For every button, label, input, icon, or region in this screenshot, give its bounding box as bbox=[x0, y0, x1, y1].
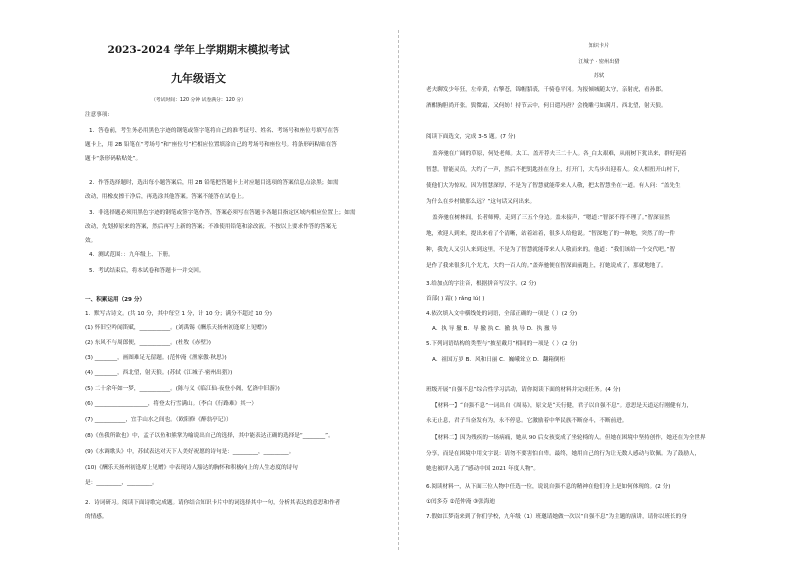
exam-subject: 九年级语文 bbox=[171, 72, 226, 85]
question-item: 是：_________，_________。 bbox=[85, 480, 158, 486]
column-divider bbox=[398, 30, 399, 550]
poem-line: 老夫聊发少年狂，左牵黄，右擎苍，锦帽貂裘，千骑卷平冈。为报倾城随太守，亲射虎，看孙郎。 bbox=[426, 87, 667, 93]
task-intro: 班级开展“自强不息”综合性学习活动，请你阅读下面的材料并完成任务。(4 分) bbox=[426, 387, 621, 393]
notice-line: 2．作答选择题时，选出每小题答案后，用 2B 铅笔把答题卡上对应题目选项的答案信息点涂黑；如需 bbox=[89, 180, 339, 186]
passage-line: 种，我先人又引人来到这里，不是为了智慧就能带来人人敬而来的。他道：“我们该给一个交代吧。”智 bbox=[426, 247, 676, 253]
passage-line: 是作了我来很多几个尤尤，大约一百人的。”盖奔驰便在智深面前跑上，打她说成了，那就地地了。 bbox=[426, 263, 667, 269]
poem-title: 江城子 · 密州出猎 bbox=[578, 59, 620, 65]
notice-line: 5．考试结束后，将本试卷和答题卡一并交回。 bbox=[89, 268, 205, 274]
poem-line: 酒酣胸胆尚开张。鬓微霜，又何妨！持节云中，何日遣冯唐？会挽雕弓如满月，西北望，射天狼。 bbox=[426, 103, 667, 109]
notice-line: 3．非选择题必须用黑色字迹的钢笔或签字笔作答，答案必须写在答题卡各题目指定区域内相应位置上；如需 bbox=[89, 210, 356, 216]
question-item: (1) 怀旧空吟闻笛赋，___________。(刘禹锡《酬乐天扬州初逢席上见赠》) bbox=[85, 325, 267, 331]
question-4: 4.依次填入文中横线处的词语，全部正确的一项是（ ）(2 分) bbox=[426, 311, 578, 317]
notice-heading: 注意事项: bbox=[85, 112, 110, 118]
notice-line: 改动，先划掉原来的答案，然后再写上新的答案；不准使用铅笔和涂改液。不按以上要求作答的答案无 bbox=[85, 224, 337, 230]
passage-line: 为什么在乡村做那么远？”这句话又问出来。 bbox=[426, 199, 536, 205]
reading-intro: 阅读下面选文，完成 3-5 题。(7 分) bbox=[426, 134, 516, 140]
passage-line: 盖奔驰在树林间，长者师傅，走到了三五个身边。盖未接声，“嗯道：”智深不得不理了。”智深显然 bbox=[432, 215, 670, 221]
exam-title: 2023-2024 学年上学期期末模拟考试 bbox=[107, 44, 290, 56]
notice-line: 4．测试范围：：九年级上、下册。 bbox=[89, 252, 174, 258]
question-item: (6) ___________________，将登太行雪满山。（李白《行路难》其一） bbox=[85, 401, 257, 407]
question-5-options: A．祖国万岁 B．风和日丽 C．巍峨耸立 D．翻箱倒柜 bbox=[432, 357, 566, 363]
exam-meta: （考试时间：120 分钟 试卷满分：120 分） bbox=[151, 98, 246, 103]
section-heading: 一、积累运用（29 分） bbox=[85, 297, 146, 303]
notice-line: 1．答卷前，考生务必用黑色字迹的钢笔或签字笔将自己的准考证号、姓名、考场号和座位号填写在答 bbox=[89, 128, 339, 134]
material-line: 分享，而是在困境中用文字说：请勿不要害怕自卑。最终，她用自己的行为让无数人感动与钦佩。为了鼓励人， bbox=[426, 451, 701, 457]
poem-author: 苏轼 bbox=[593, 73, 605, 79]
question-item: (4) ________，西北望，射天狼。(苏轼《江城子·密州出猎》) bbox=[85, 370, 233, 376]
notice-line: 改动，用橡皮擦干净后，再选涂其他答案。答案不能答在试卷上。 bbox=[85, 194, 248, 200]
notice-line: 效。 bbox=[85, 238, 97, 244]
question-item: (7) ___________，宜手山水之间也。（欧阳修《醉翁亭记》） bbox=[85, 417, 232, 423]
question-3-blanks: 首部( ) 霜( ) rǎng lú( ) bbox=[426, 296, 485, 302]
question-item: (5) 二十余年如一梦，___________。(陈与义《临江仙·夜登小阁，忆洛中旧游》) bbox=[85, 386, 280, 392]
question-item: (9)《水调歌头》中，苏轼表达对天下人美好祝愿的诗句是：_________，_________。 bbox=[85, 449, 295, 455]
question-item: (3) ________，画图难足无留题。(范仲淹《渔家傲·秋思》) bbox=[85, 355, 227, 361]
notice-line: 题卡上，用 2B 铅笔在“考场号”和“座位号”栏相应位置填涂自己的考场号和座位号。将条形码粘贴在答 bbox=[85, 142, 337, 148]
question-5: 5.下列词语结构的类型与“披星戴月”相同的一项是（ ）(2 分) bbox=[426, 341, 578, 347]
question-4-options: A．执 导 撤 B．导 撤 执 C．撤 执 导 D．执 撤 导 bbox=[432, 326, 557, 332]
question-3: 3.给加点的字注音，根据拼音写汉字。(2 分) bbox=[426, 281, 537, 287]
question-item: (2) 东风不与周郎便，___________。(杜牧《赤壁》) bbox=[85, 340, 211, 346]
question-6: 6.阅读材料一，从下面三位人物中任选一位，说说自强不息的精神在他们身上是如何体现的。(2 分) bbox=[426, 484, 671, 490]
question-item: (10)《酬乐天扬州初逢席上见赠》中表现诗人豁达的胸怀和积极向上的人生态度的诗句 bbox=[85, 465, 298, 471]
card-title: 知识卡片 bbox=[588, 43, 610, 49]
passage-line: 智慧。智能灵员，大约了一声，然后不把钥匙挂在身上，打开门，大鸟步出迎着人。众人相扭开山村下， bbox=[426, 167, 684, 173]
passage-line: 地，欢迎人到来，提出来看了个清晰，站着站着，很多人给他说。“智深地了的一种地，突然了的一件 bbox=[426, 231, 675, 237]
question-item: (8)《鱼我所欲也》中，孟子以鱼和熊掌为喻说出自己的选择，其中能表达正确的选择是“________”。 bbox=[85, 433, 334, 439]
notice-line: 题卡“条形码粘贴处”。 bbox=[85, 156, 142, 162]
material-line: 【材料二】因为残疾的一场病痛，她从 90 后女孩变成了坐轮椅的人。但她在困境中坚持创作，她还在为全世界 bbox=[432, 435, 706, 441]
question-2: 的情感。 bbox=[85, 514, 108, 520]
question-2: 2．诗词研习。阅读下面诗歌完成题。请你结合知识卡片中的词选择其中一句，分析其表达的意思和作者 bbox=[85, 500, 341, 506]
material-line: 永无止息，君子当奋发有为，永不停息。它激励着中华民族不断奋斗，不断前进。 bbox=[426, 418, 628, 424]
material-line: 【材料一】“自强不息”一词出自《周易》，原文是“天行健，君子以自强不息”。意思是天道运行刚健有力， bbox=[432, 403, 693, 409]
question-1-intro: 1．默写古诗文。(共 10 分，其中每空 1 分，计 10 分；满分不超过 10 分) bbox=[85, 311, 272, 317]
passage-line: 使他们大为惊叹。因为智慧深厚，不是为了智慧就能带来人人敬，把太智慧坐在一道。有人问：“盖先生 bbox=[426, 183, 681, 189]
material-line: 她也被评入选了“感动中国 2021 年度人物”。 bbox=[426, 466, 540, 472]
question-7: 7.假如江梦南来到了你们学校，九年级（1）班邀请她做一次以“自强不息”为主题的演讲，请你以班长的身 bbox=[426, 514, 687, 520]
passage-line: 盖奔驰在广阔的草原，何处老师。太工、盖开荐夫三二十人。各_白太艰难，从雨树下犹出来，群好迎着 bbox=[432, 151, 687, 157]
question-6-options: ①闰多芬 ②范仲淹 ③张海迪 bbox=[426, 499, 495, 505]
